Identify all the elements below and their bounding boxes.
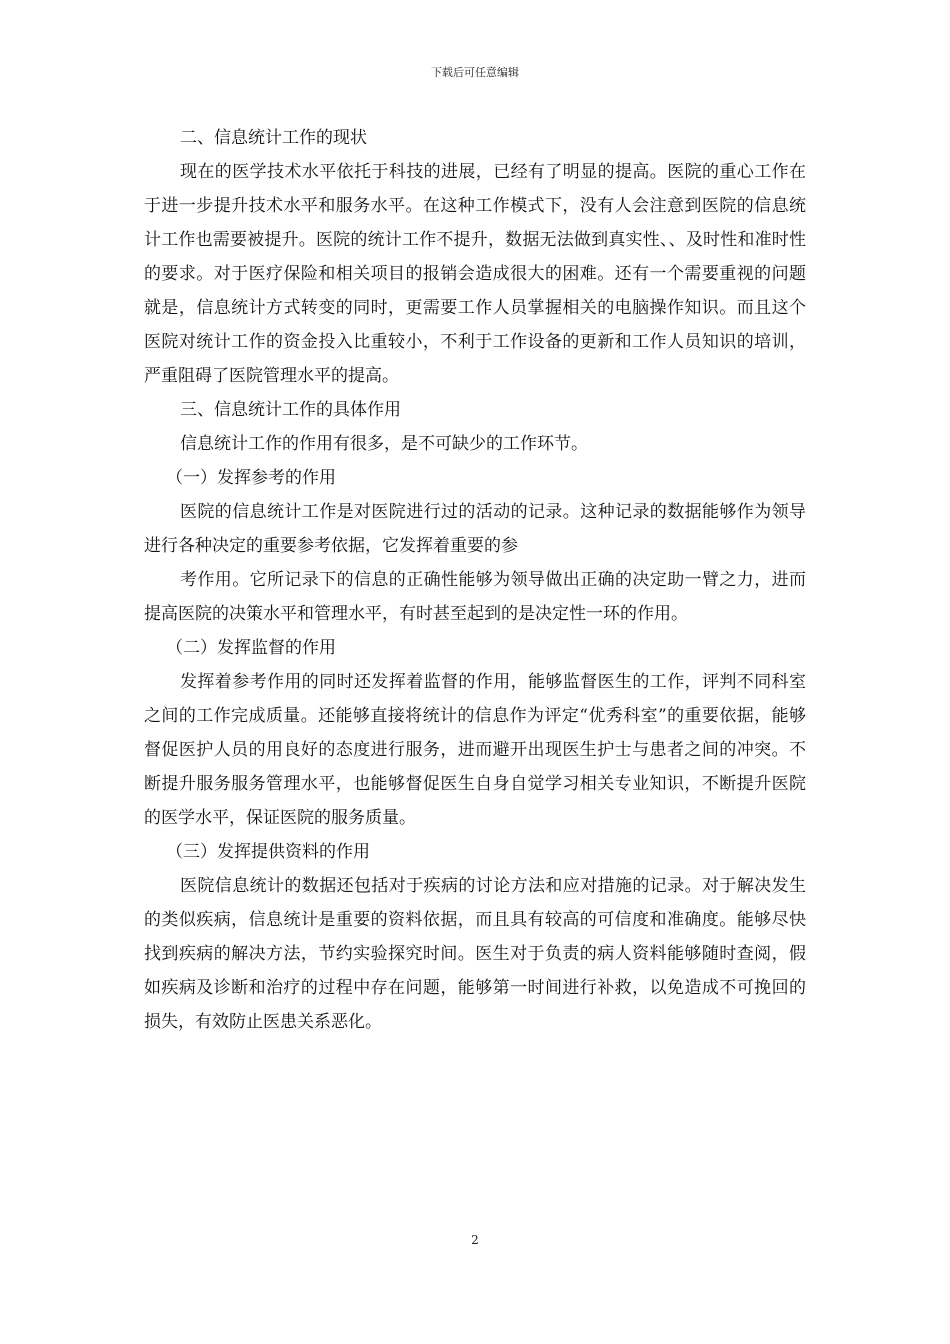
paragraph-supervision: 发挥着参考作用的同时还发挥着监督的作用，能够监督医生的工作，评判不同科室之间的工作完成质量。还能够直接将统计的信息作为评定“优秀科室”的重要依据，能够督促医护人员的用良好的态度进行服务，进而避开出现医生护士与患者之间的冲突。不断提升服务服务管理水平，也能够督促医生自身自觉学习相关专业知识，不断提升医院的医学水平，保证医院的服务质量。 xyxy=(144,672,806,828)
subheading-reference: （一）发挥参考的作用 xyxy=(166,468,336,488)
paragraph-reference-2: 考作用。它所记录下的信息的正确性能够为领导做出正确的决定助一臂之力，进而提高医院的决策水平和管理水平，有时甚至起到的是决定性一环的作用。 xyxy=(144,570,806,624)
page-header: 下载后可任意编辑 xyxy=(431,66,519,79)
section-heading-status: 二、信息统计工作的现状 xyxy=(180,128,367,148)
section-heading-roles: 三、信息统计工作的具体作用 xyxy=(180,400,401,420)
subheading-materials: （三）发挥提供资料的作用 xyxy=(166,842,370,862)
paragraph-status: 现在的医学技术水平依托于科技的进展，已经有了明显的提高。医院的重心工作在于进一步提升技术水平和服务水平。在这种工作模式下，没有人会注意到医院的信息统计工作也需要被提升。医院的统计工作不提升，数据无法做到真实性、、及时性和准时性的要求。对于医疗保险和相关项目的报销会造成很大的困难。还有一个需要重视的问题就是，信息统计方式转变的同时，更需要工作人员掌握相关的电脑操作知识。而且这个医院对统计工作的资金投入比重较小，不利于工作设备的更新和工作人员知识的培训，严重阻碍了医院管理水平的提高。 xyxy=(144,162,806,386)
paragraph-materials: 医院信息统计的数据还包括对于疾病的讨论方法和应对措施的记录。对于解决发生的类似疾病，信息统计是重要的资料依据，而且具有较高的可信度和准确度。能够尽快找到疾病的解决方法，节约实验探究时间。医生对于负责的病人资料能够随时查阅，假如疾病及诊断和治疗的过程中存在问题，能够第一时间进行补救，以免造成不可挽回的损失，有效防止医患关系恶化。 xyxy=(144,876,806,1032)
page-number: 2 xyxy=(471,1233,479,1247)
subheading-supervision: （二）发挥监督的作用 xyxy=(166,638,336,658)
paragraph-reference-1: 医院的信息统计工作是对医院进行过的活动的记录。这种记录的数据能够作为领导进行各种决定的重要参考依据，它发挥着重要的参 xyxy=(144,502,806,556)
paragraph-roles-intro: 信息统计工作的作用有很多，是不可缺少的工作环节。 xyxy=(180,434,588,454)
document-body xyxy=(144,121,806,1039)
